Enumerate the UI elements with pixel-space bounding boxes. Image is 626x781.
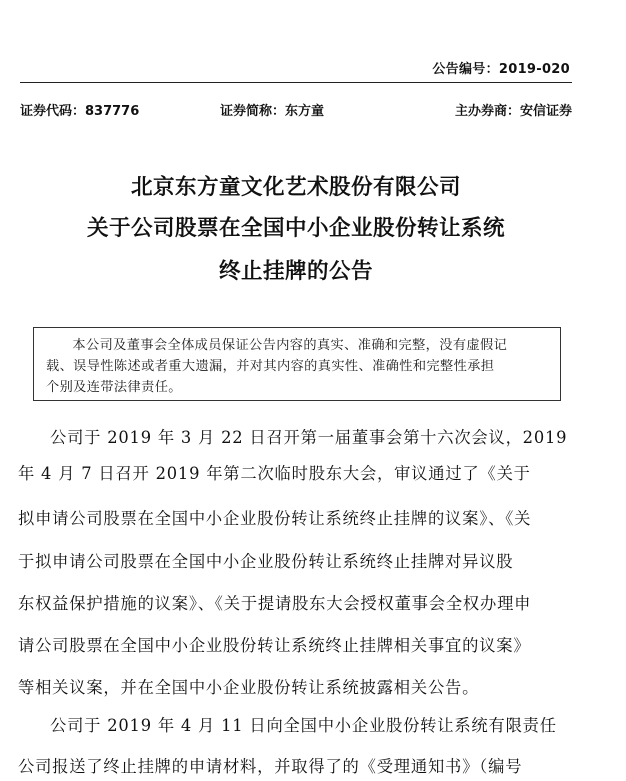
body-paragraph-1-line-6: 请公司股票在全国中小企业股份转让系统终止挂牌相关事宜的议案》 — [18, 636, 531, 655]
body-paragraph-1-line-7: 等相关议案，并在全国中小企业股份转让系统披露相关公告。 — [18, 678, 480, 697]
securities-abbreviation: 证券简称：东方童 — [220, 104, 325, 119]
body-paragraph-1-line-2: 年 4 月 7 日召开 2019 年第二次临时股东大会，审议通过了《关于 — [18, 464, 531, 483]
disclaimer-notice-box — [33, 327, 561, 401]
sponsor-broker: 主办券商：安信证券 — [454, 104, 572, 119]
body-paragraph-2-line-2: 公司报送了终止挂牌的申请材料，并取得了的《受理通知书》（编号 — [18, 757, 523, 776]
body-paragraph-1-line-3: 拟申请公司股票在全国中小企业股份转让系统终止挂牌的议案》、《关 — [18, 509, 532, 528]
body-paragraph-1-line-1: 公司于 2019 年 3 月 22 日召开第一届董事会第十六次会议，2019 — [50, 428, 568, 447]
announcement-number: 公告编号：2019-020 — [432, 62, 570, 77]
disclaimer-line-3: 个别及连带法律责任。 — [46, 380, 182, 395]
disclaimer-line-1: 本公司及董事会全体成员保证公告内容的真实、准确和完整，没有虚假记 — [72, 338, 508, 353]
title-subject: 关于公司股票在全国中小企业股份转让系统 — [86, 216, 505, 241]
title-company-name: 北京东方童文化艺术股份有限公司 — [130, 175, 461, 200]
disclaimer-line-2: 载、误导性陈述或者重大遗漏，并对其内容的真实性、准确性和完整性承担 — [46, 359, 495, 374]
header-divider — [20, 82, 572, 83]
title-announcement: 终止挂牌的公告 — [218, 259, 373, 284]
body-paragraph-1-line-4: 于拟申请公司股票在全国中小企业股份转让系统终止挂牌对异议股 — [18, 552, 514, 571]
body-paragraph-1-line-5: 东权益保护措施的议案》、《关于提请股东大会授权董事会全权办理申 — [18, 594, 532, 613]
securities-code: 证券代码：837776 — [20, 104, 140, 119]
body-paragraph-2-line-1: 公司于 2019 年 4 月 11 日向全国中小企业股份转让系统有限责任 — [50, 716, 557, 735]
